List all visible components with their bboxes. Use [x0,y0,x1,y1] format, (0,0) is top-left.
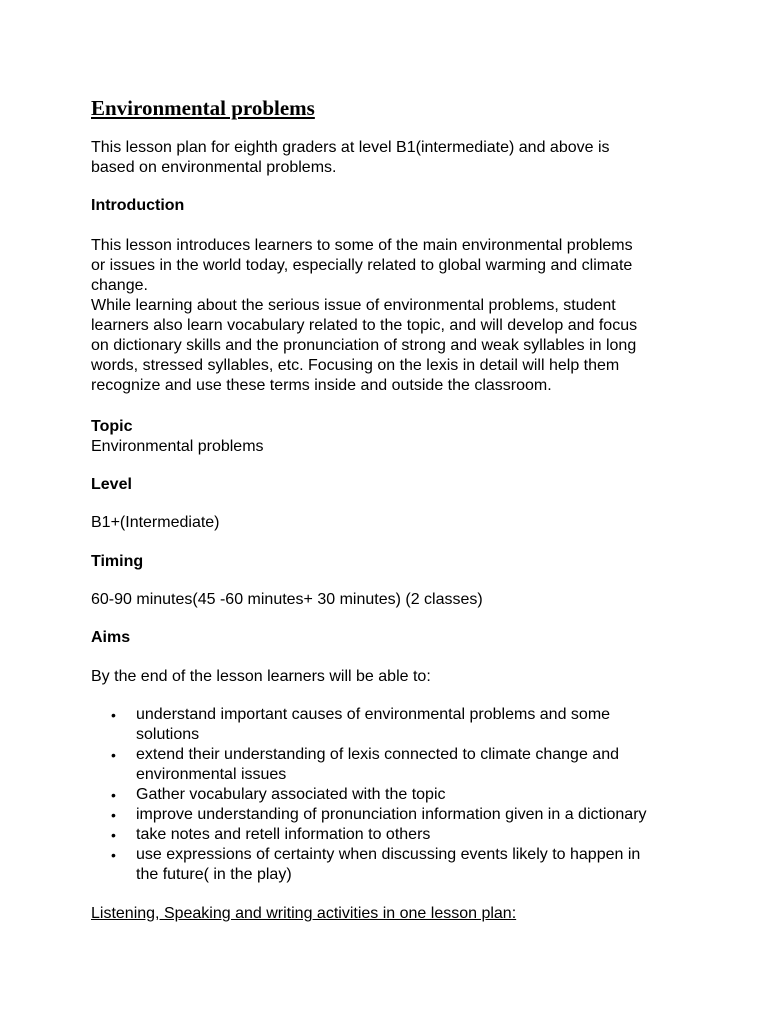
aims-list-item: • understand important causes of environmental problems and some solutions [111,706,611,743]
intro-sentence: This lesson plan for eighth graders at level B1(intermediate) and above is based on environmental problems. [91,139,610,176]
document-title: Environmental problems [91,96,315,120]
topic-heading: Topic [91,418,133,435]
activities-heading: Listening, Speaking and writing activities in one lesson plan: [91,905,517,922]
level-value: B1+(Intermediate) [91,514,220,531]
bullet-icon: • [111,847,116,863]
aims-list-item: • extend their understanding of lexis connected to climate change and environmental issues [111,746,619,783]
aims-list-item: • Gather vocabulary associated with the topic [111,786,446,803]
aims-heading: Aims [91,629,131,646]
bullet-icon: • [111,707,116,723]
aims-list-item: • take notes and retell information to others [111,826,431,843]
bullet-icon: • [111,747,116,763]
timing-value: 60-90 minutes(45 -60 minutes+ 30 minutes) (2 classes) [91,591,483,608]
aims-list-item: • improve understanding of pronunciation information given in a dictionary [111,806,647,823]
level-heading: Level [91,476,132,493]
aims-list [91,705,691,885]
bullet-icon: • [111,807,116,823]
aims-lead: By the end of the lesson learners will be able to: [91,668,431,685]
timing-heading: Timing [91,553,144,570]
introduction-paragraph: This lesson introduces learners to some of the main environmental problems or issues in the world today, especially related to global warming and climate change. While learning about the serious issue of environmental problems, student learners also learn vocabulary related to the topic, and will develop and focus on dictionary skills and the pronunciation of strong and weak syllables in long words, stressed syllables, etc. Focusing on the lexis in detail will help them recognize and use these terms inside and outside the classroom. [91,237,638,394]
bullet-icon: • [111,787,116,803]
introduction-heading: Introduction [91,197,185,214]
topic-value: Environmental problems [91,438,264,455]
bullet-icon: • [111,827,116,843]
aims-list-item: • use expressions of certainty when discussing events likely to happen in the future( in the play) [111,846,641,883]
